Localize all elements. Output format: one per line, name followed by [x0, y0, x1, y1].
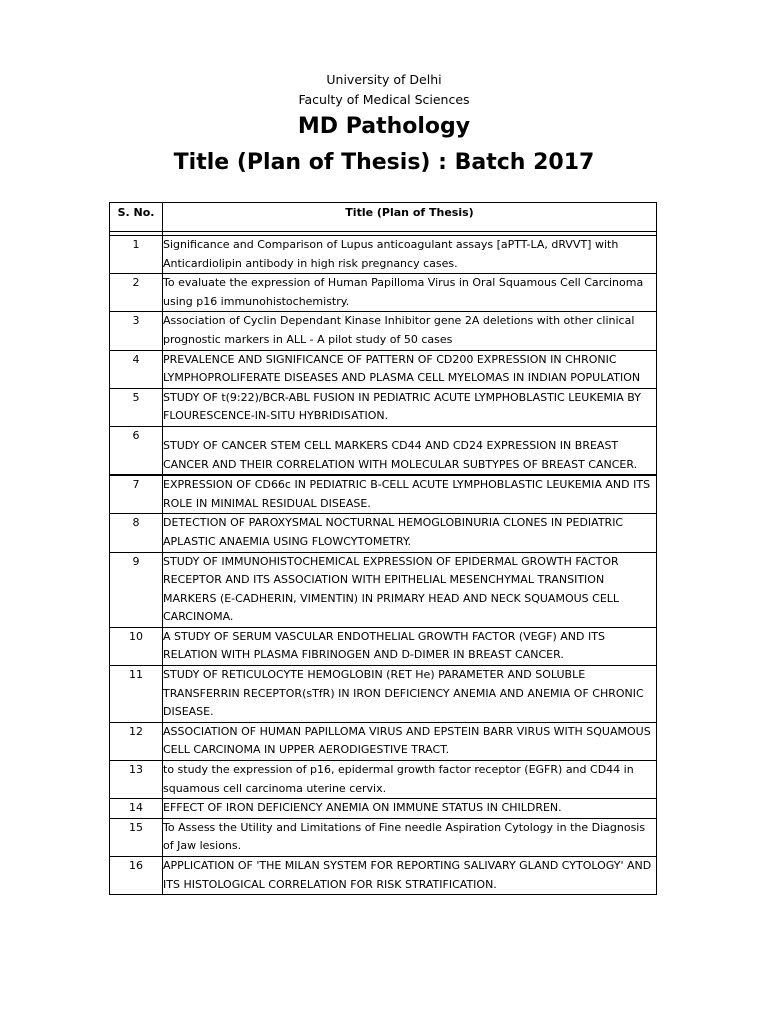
table-row — [110, 722, 657, 760]
table-row — [110, 761, 657, 799]
row-title: PREVALENCE AND SIGNIFICANCE OF PATTERN OF CD200 EXPRESSION IN CHRONIC LYMPHOPROLIFERATE DISEASES AND PLASMA CELL MYELOMAS IN INDIAN POPULATION — [163, 350, 657, 388]
row-number: 2 — [110, 274, 163, 312]
row-title: A STUDY OF SERUM VASCULAR ENDOTHELIAL GROWTH FACTOR (VEGF) AND ITS RELATION WITH PLASMA FIBRINOGEN AND D-DIMER IN BREAST CANCER. — [163, 627, 657, 665]
table-row — [110, 426, 657, 475]
table-row — [110, 514, 657, 552]
row-title: Significance and Comparison of Lupus anticoagulant assays [aPTT-LA, dRVVT] with Anticardiolipin antibody in high risk pregnancy cases. — [163, 236, 657, 274]
row-title: STUDY OF CANCER STEM CELL MARKERS CD44 AND CD24 EXPRESSION IN BREAST CANCER AND THEIR CORRELATION WITH MOLECULAR SUBTYPES OF BREAST CANCER. — [163, 426, 657, 475]
university-name: University of Delhi — [326, 72, 442, 87]
row-title: Association of Cyclin Dependant Kinase Inhibitor gene 2A deletions with other clinical prognostic markers in ALL - A pilot study of 50 cases — [163, 312, 657, 350]
row-number: 4 — [110, 350, 163, 388]
row-title: STUDY OF IMMUNOHISTOCHEMICAL EXPRESSION OF EPIDERMAL GROWTH FACTOR RECEPTOR AND ITS ASSOCIATION WITH EPITHELIAL MESENCHYMAL TRANSITION MARKERS (E-CADHERIN, VIMENTIN) IN PRIMARY HEAD AND NECK SQUAMOUS CELL CARCINOMA. — [163, 552, 657, 627]
row-number: 8 — [110, 514, 163, 552]
row-number: 6 — [110, 426, 163, 475]
row-title: STUDY OF t(9:22)/BCR-ABL FUSION IN PEDIATRIC ACUTE LYMPHOBLASTIC LEUKEMIA BY FLOURESCENCE-IN-SITU HYBRIDISATION. — [163, 388, 657, 426]
table-header-row — [110, 203, 657, 232]
row-number: 10 — [110, 627, 163, 665]
table-row — [110, 475, 657, 514]
row-title: To evaluate the expression of Human Papilloma Virus in Oral Squamous Cell Carcinoma using p16 immunohistochemistry. — [163, 274, 657, 312]
row-number: 9 — [110, 552, 163, 627]
table-row — [110, 799, 657, 819]
row-title: EXPRESSION OF CD66c IN PEDIATRIC B-CELL ACUTE LYMPHOBLASTIC LEUKEMIA AND ITS ROLE IN MINIMAL RESIDUAL DISEASE. — [163, 475, 657, 514]
row-number: 16 — [110, 857, 163, 895]
thesis-table — [109, 202, 657, 895]
row-number: 12 — [110, 722, 163, 760]
row-number: 5 — [110, 388, 163, 426]
row-number: 3 — [110, 312, 163, 350]
row-number: 14 — [110, 799, 163, 819]
column-header-sno: S. No. — [110, 203, 163, 232]
table-row — [110, 818, 657, 856]
row-number: 15 — [110, 818, 163, 856]
row-title: to study the expression of p16, epidermal growth factor receptor (EGFR) and CD44 in squamous cell carcinoma uterine cervix. — [163, 761, 657, 799]
table-body — [110, 232, 657, 895]
row-title: APPLICATION OF 'THE MILAN SYSTEM FOR REPORTING SALIVARY GLAND CYTOLOGY' AND ITS HISTOLOGICAL CORRELATION FOR RISK STRATIFICATION. — [163, 857, 657, 895]
column-header-title: Title (Plan of Thesis) — [163, 203, 657, 232]
row-title: STUDY OF RETICULOCYTE HEMOGLOBIN (RET He) PARAMETER AND SOLUBLE TRANSFERRIN RECEPTOR(sTfR) IN IRON DEFICIENCY ANEMIA AND ANEMIA OF CHRONIC DISEASE. — [163, 666, 657, 723]
row-number: 7 — [110, 475, 163, 514]
row-title: ASSOCIATION OF HUMAN PAPILLOMA VIRUS AND EPSTEIN BARR VIRUS WITH SQUAMOUS CELL CARCINOMA IN UPPER AERODIGESTIVE TRACT. — [163, 722, 657, 760]
row-title: To Assess the Utility and Limitations of Fine needle Aspiration Cytology in the Diagnosis of Jaw lesions. — [163, 818, 657, 856]
table-row — [110, 274, 657, 312]
row-title: EFFECT OF IRON DEFICIENCY ANEMIA ON IMMUNE STATUS IN CHILDREN. — [163, 799, 657, 819]
program-title: MD Pathology — [297, 114, 471, 139]
page-title: Title (Plan of Thesis) : Batch 2017 — [173, 150, 595, 175]
table-row — [110, 857, 657, 895]
row-number: 1 — [110, 236, 163, 274]
table-row — [110, 350, 657, 388]
table-row — [110, 388, 657, 426]
table-row — [110, 552, 657, 627]
row-title: DETECTION OF PAROXYSMAL NOCTURNAL HEMOGLOBINURIA CLONES IN PEDIATRIC APLASTIC ANAEMIA USING FLOWCYTOMETRY. — [163, 514, 657, 552]
faculty-name: Faculty of Medical Sciences — [298, 92, 470, 107]
table-row — [110, 666, 657, 723]
table-row — [110, 236, 657, 274]
table-row — [110, 627, 657, 665]
row-number: 11 — [110, 666, 163, 723]
table-row — [110, 312, 657, 350]
row-number: 13 — [110, 761, 163, 799]
